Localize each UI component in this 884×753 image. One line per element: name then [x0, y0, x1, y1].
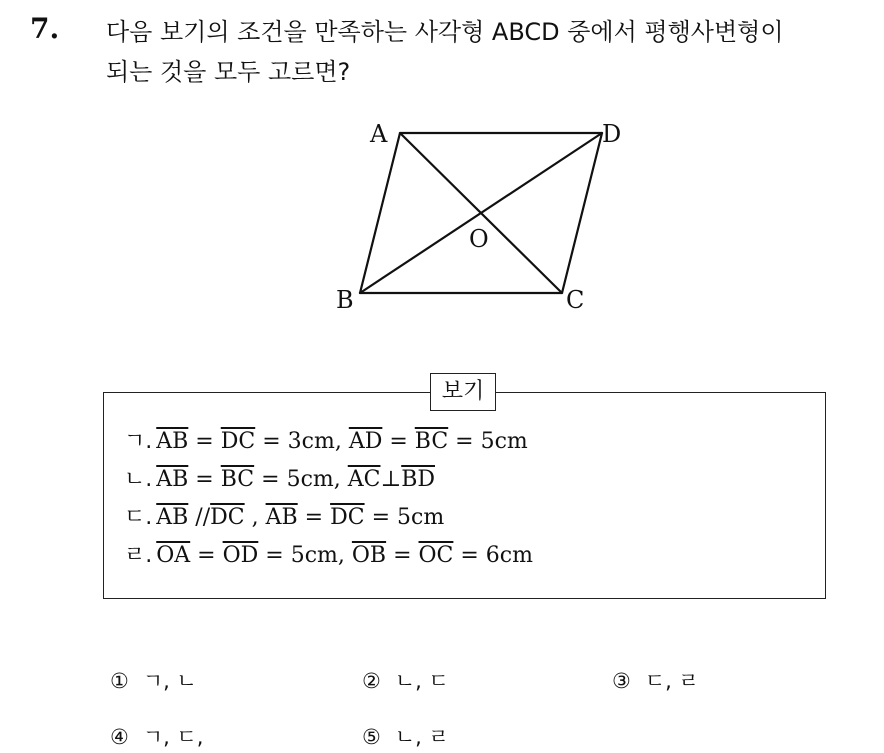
answer-option-1[interactable]	[110, 665, 197, 697]
option-number: ②	[362, 669, 381, 693]
diagonal-bd	[360, 133, 602, 293]
answer-option-5[interactable]	[362, 721, 449, 753]
condition-item	[124, 501, 444, 535]
condition-text: =	[190, 543, 223, 568]
condition-text: ,	[244, 505, 266, 530]
option-number: ④	[110, 725, 129, 749]
segment: $\overline{AD}$	[348, 429, 383, 454]
segment: $\overline{AC}$	[347, 467, 381, 492]
center-label-o: O	[469, 225, 489, 253]
condition-text: =	[382, 429, 415, 454]
option-text: ㄷ, ㄹ	[644, 669, 699, 693]
segment: $\overline{DC}$	[220, 429, 256, 454]
vertex-label-c: C	[566, 286, 585, 314]
segment: $\overline{OC}$	[418, 543, 454, 568]
condition-text: ⊥	[380, 467, 402, 492]
condition-text: = 5cm	[364, 505, 445, 530]
option-text: ㄴ, ㄹ	[394, 725, 449, 749]
answer-option-3[interactable]	[612, 665, 699, 697]
condition-marker: ㄱ.	[124, 429, 153, 454]
condition-text: =	[386, 543, 419, 568]
segment: $\overline{OA}$	[156, 543, 191, 568]
question-line-1: 다음 보기의 조건을 만족하는 사각형 ABCD 중에서 평행사변형이	[106, 18, 784, 46]
option-number: ①	[110, 669, 129, 693]
question-number: 7.	[30, 12, 60, 45]
condition-marker: ㄴ.	[124, 467, 153, 492]
condition-text: =	[188, 429, 221, 454]
condition-text: = 6cm	[453, 543, 533, 568]
option-text: ㄴ, ㄷ	[394, 669, 449, 693]
option-number: ③	[612, 669, 631, 693]
condition-text: =	[188, 467, 221, 492]
condition-marker: ㄷ.	[124, 505, 153, 530]
condition-text: =	[297, 505, 331, 530]
vertex-label-b: B	[336, 286, 354, 314]
conditions-box-title: 보기	[430, 373, 496, 411]
vertex-label-d: D	[602, 120, 622, 148]
segment: $\overline{AB}$	[156, 505, 189, 530]
condition-text: = 5cm,	[258, 543, 352, 568]
segment: $\overline{BD}$	[401, 467, 435, 492]
condition-text: = 3cm,	[255, 429, 349, 454]
segment: $\overline{AB}$	[265, 505, 298, 530]
condition-item	[124, 539, 533, 573]
condition-marker: ㄹ.	[124, 543, 153, 568]
segment: $\overline{OB}$	[351, 543, 387, 568]
segment: $\overline{AB}$	[156, 467, 189, 492]
question-line-2: 되는 것을 모두 고르면?	[106, 58, 351, 86]
segment: $\overline{BC}$	[414, 429, 449, 454]
option-text: ㄱ, ㄷ,	[142, 725, 204, 749]
option-text: ㄱ, ㄴ	[142, 669, 197, 693]
segment: $\overline{OD}$	[222, 543, 259, 568]
parallelogram-diagram	[300, 105, 640, 330]
vertex-label-a: A	[370, 120, 388, 148]
condition-item	[124, 463, 435, 497]
segment: $\overline{DC}$	[330, 505, 365, 530]
segment: $\overline{BC}$	[220, 467, 255, 492]
segment: $\overline{DC}$	[210, 505, 245, 530]
segment: $\overline{AB}$	[156, 429, 189, 454]
condition-item	[124, 425, 528, 459]
condition-text: = 5cm,	[254, 467, 348, 492]
answer-option-4[interactable]	[110, 721, 203, 753]
condition-text: //	[188, 505, 211, 530]
option-number: ⑤	[362, 725, 381, 749]
condition-text: = 5cm	[448, 429, 528, 454]
parallelogram-figure	[300, 105, 640, 330]
answer-option-2[interactable]	[362, 665, 449, 697]
question-text	[106, 12, 876, 92]
